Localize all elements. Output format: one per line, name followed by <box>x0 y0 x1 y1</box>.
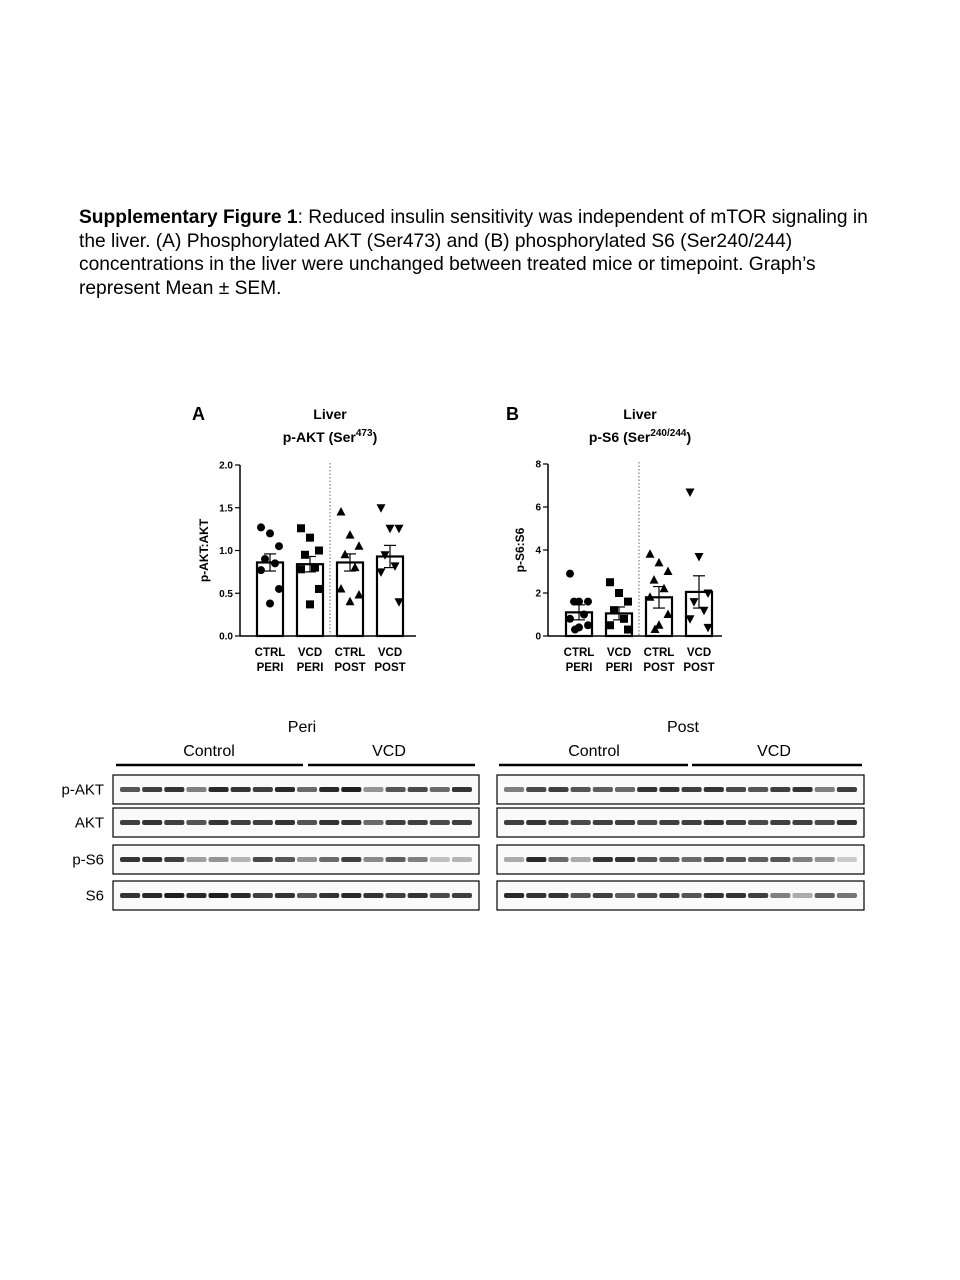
blot-band <box>452 893 472 898</box>
blot-band <box>186 787 206 792</box>
blot-band <box>571 857 591 862</box>
chart-title-line2 <box>283 428 377 445</box>
data-point <box>355 541 364 550</box>
blot-band <box>209 893 229 898</box>
blot-band <box>504 820 524 825</box>
data-point <box>664 567 673 576</box>
y-tick-label: 2 <box>535 588 541 600</box>
blot-band <box>275 787 295 792</box>
blot-band <box>120 820 140 825</box>
blot-band <box>341 820 361 825</box>
blot-subgroup-label: VCD <box>372 743 406 760</box>
y-tick-label: 1.0 <box>219 546 233 557</box>
blot-band <box>682 857 702 862</box>
blot-band <box>142 787 162 792</box>
blot-band <box>363 820 383 825</box>
blot-timepoint-label: Post <box>666 719 700 736</box>
blot-group-post <box>497 719 864 910</box>
blot-band <box>792 857 812 862</box>
blot-band <box>253 893 273 898</box>
data-point <box>301 551 309 559</box>
panel-letter: B <box>506 404 519 424</box>
data-point <box>624 598 632 606</box>
blot-band <box>748 893 768 898</box>
blot-band <box>386 820 406 825</box>
data-point <box>584 598 592 606</box>
category-label-line2: PERI <box>296 662 324 674</box>
blot-band <box>815 787 835 792</box>
blot-band <box>726 893 746 898</box>
data-point <box>570 598 578 606</box>
blot-band <box>548 820 568 825</box>
blot-band <box>571 893 591 898</box>
blot-band <box>792 893 812 898</box>
category-label-line1: CTRL <box>254 647 286 659</box>
blot-band <box>164 857 184 862</box>
blot-band <box>815 893 835 898</box>
blot-band <box>615 893 635 898</box>
chart-panel-b <box>506 404 722 674</box>
blot-band <box>297 893 317 898</box>
blot-band <box>748 820 768 825</box>
blot-band <box>704 820 724 825</box>
blot-band <box>659 857 679 862</box>
blot-band <box>341 857 361 862</box>
data-point <box>395 525 404 534</box>
data-point <box>306 600 314 608</box>
category-label-line2: PERI <box>565 662 593 674</box>
blot-band <box>837 893 857 898</box>
blot-band <box>815 857 835 862</box>
blot-band <box>120 787 140 792</box>
data-point <box>695 553 704 562</box>
blot-band <box>430 893 450 898</box>
blot-band <box>637 820 657 825</box>
blot-subgroup-label: VCD <box>757 743 791 760</box>
blot-band <box>408 787 428 792</box>
category-label-line2: POST <box>683 662 715 674</box>
data-point <box>261 555 269 563</box>
blot-band <box>548 857 568 862</box>
blot-band <box>231 820 251 825</box>
blot-band <box>142 820 162 825</box>
data-point <box>266 600 274 608</box>
category-label-line2: POST <box>643 662 675 674</box>
blot-band <box>837 787 857 792</box>
chart-title-main: p-S6 (Ser <box>588 429 651 445</box>
blot-band <box>164 787 184 792</box>
blot-band <box>748 857 768 862</box>
blot-band <box>386 893 406 898</box>
category-label-line2: PERI <box>256 662 284 674</box>
blot-band <box>386 857 406 862</box>
blot-band <box>275 893 295 898</box>
blot-band <box>726 820 746 825</box>
blot-row-label: S6 <box>85 887 104 905</box>
blot-band <box>526 787 546 792</box>
blot-band <box>231 893 251 898</box>
chart-title-line1: Liver <box>313 406 347 422</box>
blot-band <box>593 893 613 898</box>
category-label-line2: POST <box>374 662 406 674</box>
blot-band <box>526 857 546 862</box>
blot-band <box>209 857 229 862</box>
y-tick-label: 6 <box>535 502 541 514</box>
data-point <box>655 558 664 567</box>
blot-subgroup-label: Control <box>183 743 235 760</box>
blot-band <box>504 893 524 898</box>
blot-band <box>770 787 790 792</box>
blot-band <box>386 787 406 792</box>
blot-band <box>319 857 339 862</box>
blot-band <box>659 787 679 792</box>
blot-band <box>637 857 657 862</box>
caption-title: Supplementary Figure 1 <box>79 207 298 228</box>
blot-timepoint-label: Peri <box>287 719 317 736</box>
blot-band <box>341 787 361 792</box>
data-point <box>315 585 323 593</box>
y-tick-label: 0.5 <box>219 588 233 600</box>
category-label-line2: POST <box>334 662 366 674</box>
category-label-line1: CTRL <box>334 647 366 659</box>
chart-title-line2 <box>589 428 691 445</box>
blot-band <box>363 857 383 862</box>
data-point <box>646 549 655 558</box>
blot-subgroup-label: Control <box>568 743 620 760</box>
chart-title-line1: Liver <box>623 406 657 422</box>
data-point <box>650 575 659 584</box>
y-tick-label: 2.0 <box>219 460 233 472</box>
data-point <box>566 570 574 578</box>
blot-row-label: p-AKT <box>61 781 104 799</box>
chart-panel-a <box>192 404 416 674</box>
blot-band <box>526 893 546 898</box>
blot-band <box>571 820 591 825</box>
y-tick-label: 1.5 <box>219 503 233 515</box>
blot-band <box>430 787 450 792</box>
western-blots <box>0 705 960 935</box>
blot-band <box>504 857 524 862</box>
blot-band <box>297 857 317 862</box>
data-point <box>571 626 579 634</box>
data-point <box>266 529 274 537</box>
chart-title-end: ) <box>372 429 378 445</box>
blot-band <box>452 820 472 825</box>
blot-band <box>770 820 790 825</box>
blot-band <box>164 893 184 898</box>
data-point <box>566 615 574 623</box>
blot-band <box>770 893 790 898</box>
blot-band <box>253 787 273 792</box>
category-label-line2: PERI <box>605 662 633 674</box>
blot-band <box>209 820 229 825</box>
blot-band <box>615 857 635 862</box>
blot-band <box>748 787 768 792</box>
blot-band <box>682 820 702 825</box>
y-axis-label: p-AKT:AKT <box>197 518 211 583</box>
blot-band <box>186 820 206 825</box>
y-tick-label: 0.0 <box>219 631 233 643</box>
blot-band <box>253 820 273 825</box>
chart-title-main: p-AKT (Ser <box>282 429 356 445</box>
data-point <box>620 615 628 623</box>
blot-band <box>548 893 568 898</box>
blot-band <box>659 893 679 898</box>
data-point <box>311 564 319 572</box>
blot-band <box>120 857 140 862</box>
blot-band <box>231 787 251 792</box>
data-point <box>580 611 588 619</box>
category-label-line1: VCD <box>606 647 632 659</box>
blot-band <box>770 857 790 862</box>
blot-band <box>837 820 857 825</box>
blot-band <box>659 820 679 825</box>
blot-band <box>408 893 428 898</box>
blot-band <box>682 787 702 792</box>
data-point <box>346 530 355 539</box>
blot-band <box>275 857 295 862</box>
blot-band <box>430 820 450 825</box>
y-tick-label: 8 <box>535 459 541 471</box>
blot-band <box>341 893 361 898</box>
data-point <box>615 589 623 597</box>
blot-group-peri <box>113 719 479 910</box>
blot-band <box>142 857 162 862</box>
data-point <box>660 584 669 593</box>
blot-band <box>726 787 746 792</box>
chart-title-end: ) <box>686 429 692 445</box>
figure-caption <box>79 206 879 300</box>
data-point <box>275 585 283 593</box>
blot-band <box>704 857 724 862</box>
blot-band <box>637 787 657 792</box>
y-tick-label: 4 <box>535 545 541 557</box>
blot-band <box>682 893 702 898</box>
data-point <box>606 621 614 629</box>
blot-band <box>253 857 273 862</box>
blot-band <box>319 787 339 792</box>
blot-band <box>231 857 251 862</box>
caption-text: : Reduced insulin sensitivity was independent of mTOR signaling in the liver. (A) Phosphorylated AKT (Ser473) and (B) phosphorylated S6 (Ser240/244) concentrations in the liver were unchanged between treated mice or timepoint. Graph’s represent Mean ± SEM. <box>79 207 868 299</box>
blot-band <box>142 893 162 898</box>
panel-letter: A <box>192 404 205 424</box>
blot-band <box>297 820 317 825</box>
data-point <box>257 566 265 574</box>
category-label-line1: CTRL <box>563 647 595 659</box>
data-point <box>297 565 305 573</box>
blot-band <box>726 857 746 862</box>
data-point <box>297 524 305 532</box>
blot-band <box>319 893 339 898</box>
blot-band <box>363 893 383 898</box>
blot-band <box>593 820 613 825</box>
data-point <box>610 606 618 614</box>
blot-band <box>452 787 472 792</box>
blot-band <box>615 787 635 792</box>
category-label-line1: VCD <box>686 647 712 659</box>
data-point <box>306 534 314 542</box>
blot-band <box>704 787 724 792</box>
blot-band <box>363 787 383 792</box>
blot-band <box>430 857 450 862</box>
data-point <box>257 523 265 531</box>
data-point <box>386 525 395 534</box>
y-axis-label: p-S6:S6 <box>513 527 527 573</box>
blot-band <box>164 820 184 825</box>
data-point <box>686 488 695 497</box>
data-point <box>584 621 592 629</box>
blot-band <box>548 787 568 792</box>
blot-band <box>275 820 295 825</box>
blot-band <box>297 787 317 792</box>
blot-band <box>792 820 812 825</box>
blot-band <box>504 787 524 792</box>
data-point <box>377 504 386 513</box>
data-point <box>275 542 283 550</box>
blot-band <box>319 820 339 825</box>
blot-band <box>837 857 857 862</box>
blot-band <box>408 857 428 862</box>
data-point <box>337 507 346 516</box>
blot-band <box>408 820 428 825</box>
category-label-line1: VCD <box>377 647 403 659</box>
blot-band <box>637 893 657 898</box>
category-label-line1: CTRL <box>643 647 675 659</box>
bar <box>297 564 323 636</box>
blot-band <box>593 857 613 862</box>
blot-band <box>452 857 472 862</box>
blot-band <box>815 820 835 825</box>
blot-row-label: p-S6 <box>72 851 104 869</box>
data-point <box>315 547 323 555</box>
data-point <box>624 626 632 634</box>
blot-band <box>571 787 591 792</box>
category-label-line1: VCD <box>297 647 323 659</box>
chart-title-superscript: 240/244 <box>650 428 687 439</box>
blot-band <box>186 893 206 898</box>
blot-band <box>593 787 613 792</box>
y-tick-label: 0 <box>535 631 541 643</box>
blot-band <box>120 893 140 898</box>
data-point <box>606 578 614 586</box>
blot-band <box>704 893 724 898</box>
data-point <box>271 559 279 567</box>
blot-band <box>615 820 635 825</box>
chart-title-superscript: 473 <box>355 428 373 439</box>
blot-band <box>792 787 812 792</box>
blot-band <box>526 820 546 825</box>
blot-band <box>186 857 206 862</box>
blot-band <box>209 787 229 792</box>
blot-row-label: AKT <box>74 814 104 832</box>
